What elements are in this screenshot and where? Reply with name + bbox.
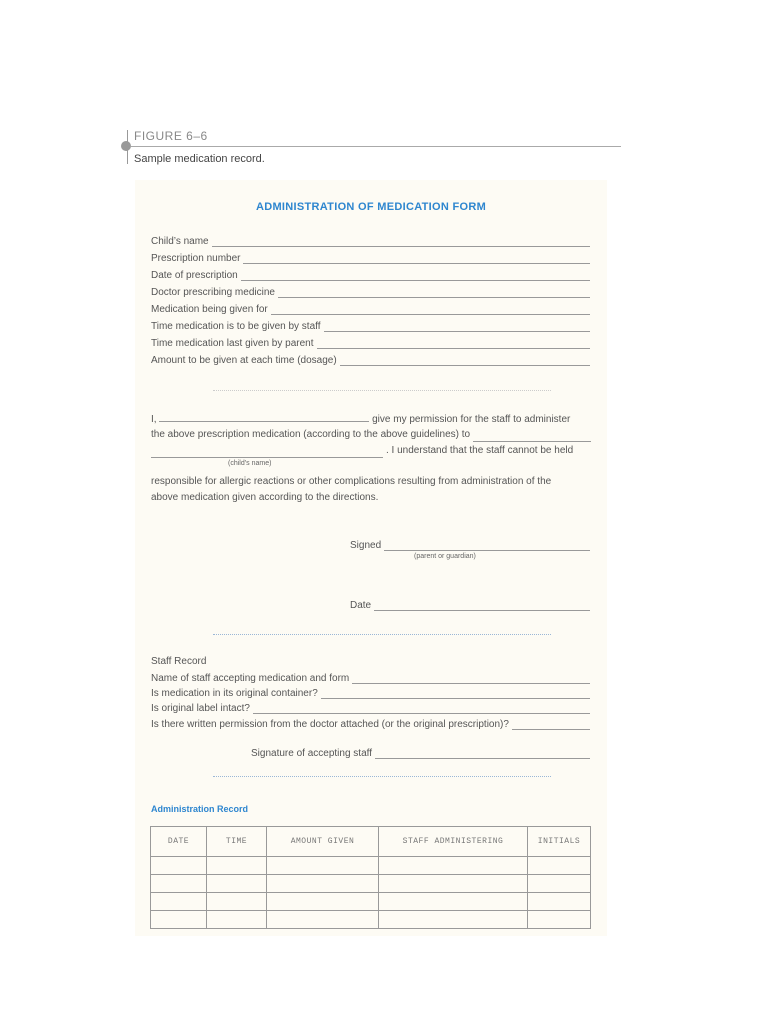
permission-i-label: I,	[151, 414, 157, 425]
dosage-blank[interactable]	[340, 355, 590, 366]
field-label: Time medication is to be given by staff	[151, 321, 321, 332]
table-cell[interactable]	[267, 911, 379, 929]
table-row	[151, 857, 591, 875]
permission-line-5: above medication given according to the directions.	[151, 492, 379, 503]
table-cell[interactable]	[528, 875, 591, 893]
field-label: Name of staff accepting medication and form	[151, 673, 350, 684]
date-line	[350, 596, 590, 611]
table-cell[interactable]	[207, 911, 267, 929]
table-cell[interactable]	[379, 893, 528, 911]
table-row	[151, 893, 591, 911]
childs-name-blank[interactable]	[212, 236, 590, 247]
table-cell[interactable]	[379, 875, 528, 893]
administration-record-table	[150, 826, 591, 929]
field-date-of-prescription	[151, 266, 590, 281]
signed-label: Signed	[350, 540, 382, 551]
field-label: Time medication last given by parent	[151, 338, 314, 349]
signature-accepting-staff-blank[interactable]	[375, 748, 590, 759]
signed-blank[interactable]	[384, 540, 590, 551]
field-label: Doctor prescribing medicine	[151, 287, 275, 298]
permission-line-3	[151, 443, 591, 458]
prescription-number-blank[interactable]	[243, 253, 590, 264]
field-dosage	[151, 351, 590, 366]
administration-record-title: Administration Record	[151, 804, 249, 814]
written-permission-blank[interactable]	[512, 719, 590, 730]
date-of-prescription-blank[interactable]	[241, 270, 590, 281]
permission-line-2	[151, 427, 591, 442]
original-container-blank[interactable]	[321, 688, 590, 699]
section-divider	[213, 634, 551, 635]
column-header-staff-administering: STAFF ADMINISTERING	[379, 827, 528, 857]
field-label: Prescription number	[151, 253, 241, 264]
column-header-amount-given: AMOUNT GIVEN	[267, 827, 379, 857]
field-label: Is medication in its original container?	[151, 688, 318, 699]
table-cell[interactable]	[151, 857, 207, 875]
permission-line-1	[151, 411, 591, 427]
table-cell[interactable]	[207, 857, 267, 875]
table-cell[interactable]	[267, 893, 379, 911]
field-doctor-prescribing	[151, 283, 590, 298]
column-header-initials: INITIALS	[528, 827, 591, 857]
field-time-by-staff	[151, 317, 590, 332]
childs-name-hint: (child’s name)	[228, 460, 272, 467]
staff-record-heading: Staff Record	[151, 656, 207, 667]
figure-bullet-icon	[121, 141, 131, 151]
field-time-last-given	[151, 334, 590, 349]
table-cell[interactable]	[151, 893, 207, 911]
column-header-date: DATE	[151, 827, 207, 857]
label-intact-blank[interactable]	[253, 703, 590, 714]
figure-header	[124, 128, 621, 168]
table-cell[interactable]	[151, 911, 207, 929]
field-label-intact	[151, 699, 590, 714]
field-label: Child’s name	[151, 236, 209, 247]
field-medication-given-for	[151, 300, 590, 315]
permission-give-text: give my permission for the staff to administer	[372, 414, 571, 425]
time-last-given-blank[interactable]	[317, 338, 591, 349]
medication-form-sheet	[135, 180, 607, 936]
table-cell[interactable]	[267, 857, 379, 875]
field-label: Is original label intact?	[151, 703, 250, 714]
figure-caption: Sample medication record.	[134, 153, 265, 165]
field-prescription-number	[151, 249, 590, 264]
field-original-container	[151, 684, 590, 699]
field-label: Amount to be given at each time (dosage)	[151, 355, 337, 366]
table-cell[interactable]	[207, 893, 267, 911]
table-row	[151, 911, 591, 929]
table-cell[interactable]	[528, 857, 591, 875]
permission-child-blank[interactable]	[473, 431, 591, 442]
table-cell[interactable]	[267, 875, 379, 893]
signed-line	[350, 536, 590, 551]
table-cell[interactable]	[528, 893, 591, 911]
permission-name-blank[interactable]	[159, 411, 369, 422]
time-by-staff-blank[interactable]	[324, 321, 590, 332]
table-header-row	[151, 827, 591, 857]
childs-name-line-blank[interactable]	[151, 447, 383, 458]
field-written-permission	[151, 715, 590, 730]
figure-label: FIGURE 6–6	[134, 129, 208, 143]
figure-horizontal-rule	[131, 146, 621, 147]
table-cell[interactable]	[528, 911, 591, 929]
section-divider	[213, 776, 551, 777]
field-label: Medication being given for	[151, 304, 268, 315]
permission-understand-text: . I understand that the staff cannot be held	[386, 445, 574, 456]
field-staff-accepting	[151, 669, 590, 684]
column-header-time: TIME	[207, 827, 267, 857]
field-label: Is there written permission from the doctor attached (or the original prescription)?	[151, 719, 509, 730]
signature-accepting-staff-label: Signature of accepting staff	[251, 748, 373, 759]
doctor-prescribing-blank[interactable]	[278, 287, 590, 298]
permission-text-2: the above prescription medication (according to the above guidelines) to	[151, 429, 471, 440]
signature-accepting-staff-line	[251, 744, 590, 759]
table-cell[interactable]	[379, 857, 528, 875]
permission-line-4: responsible for allergic reactions or other complications resulting from administration of the	[151, 476, 552, 487]
date-label: Date	[350, 600, 372, 611]
parent-hint: (parent or guardian)	[414, 553, 476, 560]
field-label: Date of prescription	[151, 270, 238, 281]
date-blank[interactable]	[374, 600, 590, 611]
section-divider	[213, 390, 551, 391]
medication-given-for-blank[interactable]	[271, 304, 590, 315]
field-childs-name	[151, 232, 590, 247]
table-cell[interactable]	[379, 911, 528, 929]
staff-accepting-blank[interactable]	[352, 673, 590, 684]
form-title: ADMINISTRATION OF MEDICATION FORM	[255, 201, 487, 213]
table-cell[interactable]	[151, 875, 207, 893]
table-row	[151, 875, 591, 893]
table-cell[interactable]	[207, 875, 267, 893]
